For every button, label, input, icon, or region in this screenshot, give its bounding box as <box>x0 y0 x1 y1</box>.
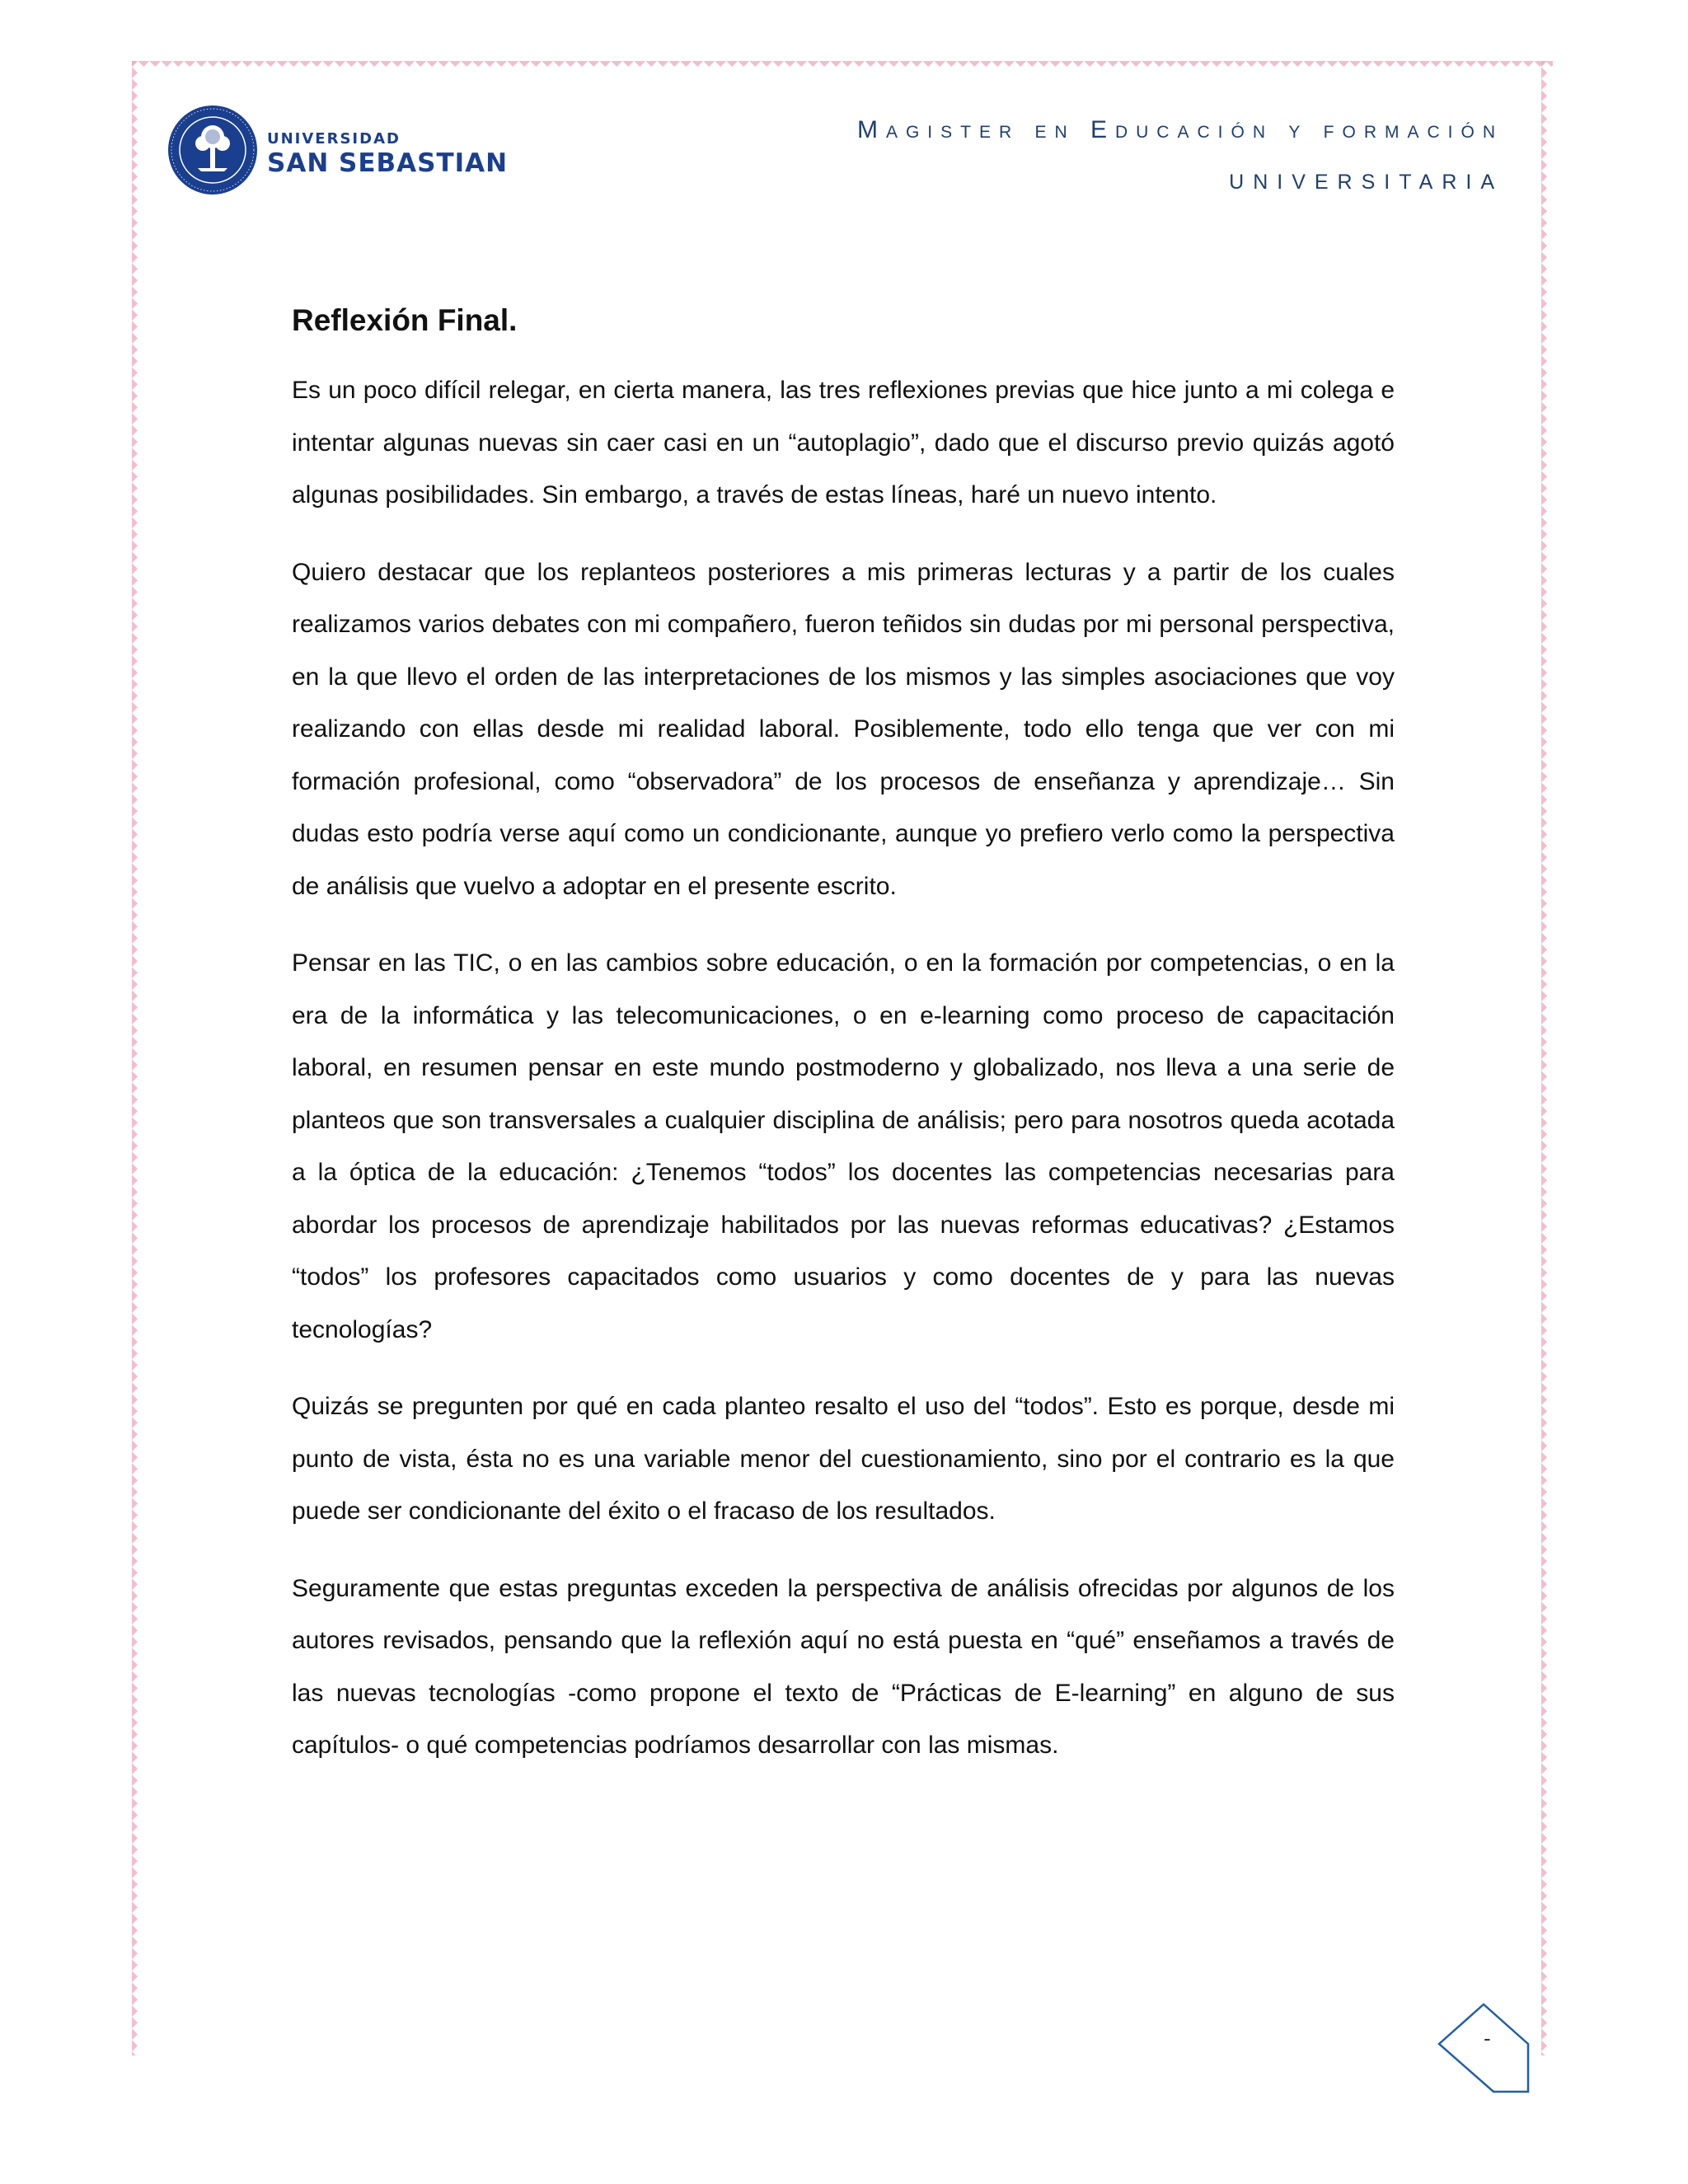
logo-line-2: SAN SEBASTIAN <box>267 148 509 178</box>
paragraph: Seguramente que estas preguntas exceden la perspectiva de análisis ofrecidas por algunos de los autores revisados, pensando que la reflexión aquí no está puesta en “qué” enseñamos a través de las nuevas tecnologías -como propone el texto de “Prácticas de E-learning” en alguno de sus capítulos- o qué competencias podríamos desarrollar con las mismas. <box>292 1574 1395 1759</box>
university-seal-icon <box>166 104 259 196</box>
paragraph: Quizás se pregunten por qué en cada planteo resalto el uso del “todos”. Esto es porque, desde mi punto de vista, ésta no es una variable menor del cuestionamiento, sino por el contrario es la que puede ser condicionante del éxito o el fracaso de los resultados. <box>292 1393 1395 1525</box>
document-body <box>292 297 1395 1797</box>
program-title-line-2 <box>857 162 1503 202</box>
section-heading: Reflexión Final. <box>292 303 518 337</box>
page-border-right <box>1541 61 1553 2055</box>
paragraph: Es un poco difícil relegar, en cierta manera, las tres reflexiones previas que hice junto a mi colega e intentar algunas nuevas sin caer casi en un “autoplagio”, dado que el discurso previo quizás agotó algunas posibilidades. Sin embargo, a través de estas líneas, haré un nuevo intento. <box>292 377 1395 509</box>
paragraph: Pensar en las TIC, o en las cambios sobre educación, o en la formación por competencias, o en la era de la informática y las telecomunicaciones, o en e-learning como proceso de capacitación laboral, en resumen pensar en este mundo postmoderno y globalizado, nos lleva a una serie de planteos que son transversales a cualquier disciplina de análisis; pero para nosotros queda acotada a la óptica de la educación: ¿Tenemos “todos” los docentes las competencias necesarias para abordar los procesos de aprendizaje habilitados por las nuevas reformas educativas? ¿Estamos “todos” los profesores capacitados como usuarios y como docentes de y para las nuevas tecnologías? <box>292 949 1395 1343</box>
university-logo <box>166 104 513 196</box>
page-number-tag <box>1436 2001 1535 2100</box>
page-border-top <box>132 61 1553 73</box>
paragraph: Quiero destacar que los replanteos posteriores a mis primeras lecturas y a partir de los cuales realizamos varios debates con mi compañero, fueron teñidos sin dudas por mi personal perspectiva, en la que llevo el orden de las interpretaciones de los mismos y las simples asociaciones que voy realizando con ellas desde mi realidad laboral. Posiblemente, todo ello tenga que ver con mi formación profesional, como “observadora” de los procesos de enseñanza y aprendizaje… Sin dudas esto podría verse aquí como un condicionante, aunque yo prefiero verlo como la perspectiva de análisis que vuelvo a adoptar en el presente escrito. <box>292 558 1395 900</box>
page-number: - <box>1484 2026 1491 2050</box>
logo-line-1: UNIVERSIDAD <box>267 130 401 148</box>
program-title <box>857 110 1503 202</box>
program-title-line-1-text: Magister en Educación y formación <box>856 116 1503 143</box>
program-title-line-1 <box>857 110 1503 150</box>
page-border-left <box>132 61 143 2055</box>
program-title-line-2-text: UNIVERSITARIA <box>1229 171 1503 194</box>
